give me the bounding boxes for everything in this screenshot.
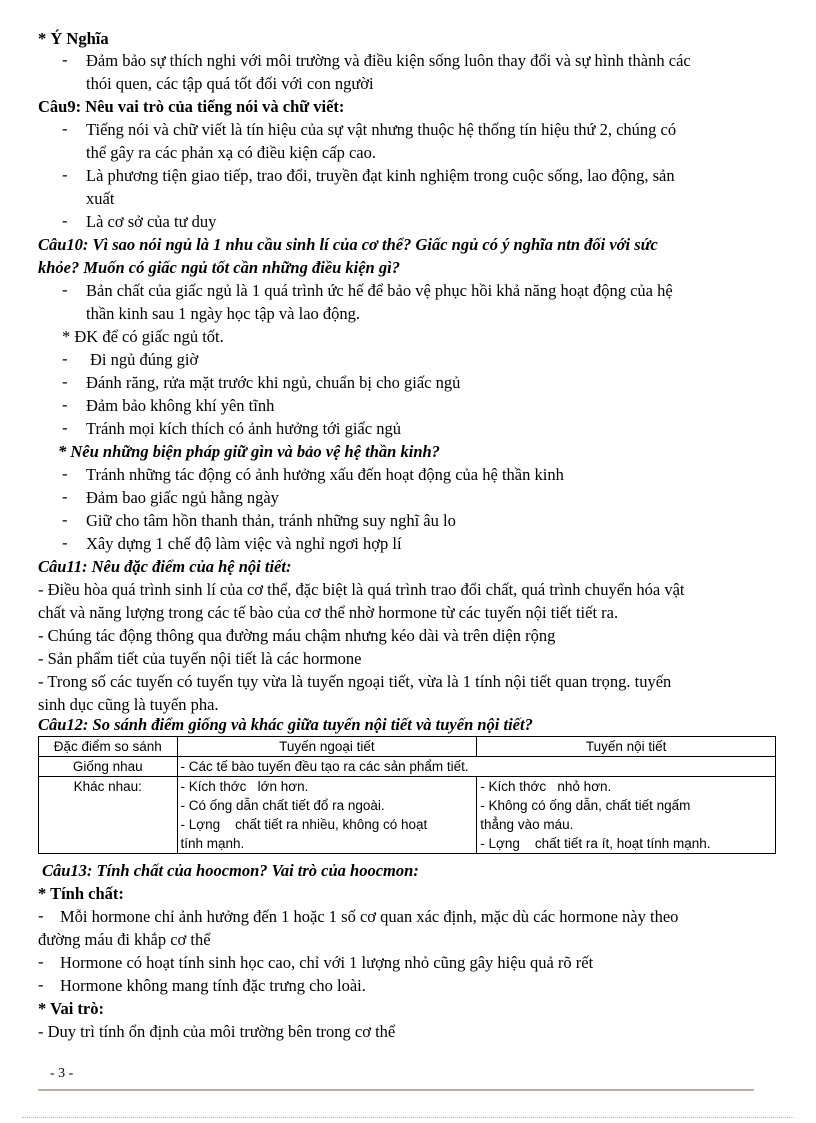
table-header-cell: Tuyến nội tiết	[477, 737, 776, 757]
dk-item-3: Đảm bảo không khí yên tĩnh	[86, 396, 275, 415]
bp-item-2: Đảm bao giấc ngủ hằng ngày	[86, 488, 279, 507]
footer-divider	[38, 1089, 754, 1091]
bullet-dash: -	[62, 119, 68, 138]
table-row	[39, 757, 776, 777]
cell-line: tính mạnh.	[180, 836, 245, 851]
cell-line: - Kích thớc lớn hơn.	[180, 779, 309, 794]
tinh-chat-item-2: Hormone có hoạt tính sinh học cao, chỉ với 1 lượng nhỏ cũng gây hiệu quả rõ rết	[60, 953, 594, 972]
table-header-cell: Đặc điểm so sánh	[39, 737, 178, 757]
cau11-line-2: chất và năng lượng trong các tế bào của cơ thể nhờ hormone từ các tuyến nội tiết tiết ra.	[38, 603, 619, 622]
bp-heading: * Nêu những biện pháp giữ gìn và bảo vệ hệ thần kinh?	[58, 442, 440, 461]
cau11-line-4: - Sản phẩm tiết của tuyến nội tiết là các hormone	[38, 649, 362, 668]
vai-tro-heading: * Vai trò:	[38, 999, 104, 1018]
cau11-line-5: - Trong số các tuyến có tuyến tụy vừa là tuyến ngoại tiết, vừa là 1 tính nội tiết quan trọng. tuyến	[38, 672, 672, 691]
bullet-dash: -	[62, 418, 68, 437]
cau10-item-1-line-1: Bản chất của giấc ngủ là 1 quá trình ức hế để bảo vệ phục hồi khả năng hoạt động của hệ	[86, 281, 673, 300]
dk-item-1: Đi ngủ đúng giờ	[90, 350, 199, 369]
bullet-dash: -	[62, 395, 68, 414]
heading-cau10-line-2: khỏe? Muốn có giấc ngủ tốt cần những điều kiện gì?	[38, 258, 400, 277]
vai-tro-line: - Duy trì tính ổn định của môi trường bên trong cơ thể	[38, 1022, 396, 1041]
table-row	[39, 777, 776, 854]
heading-cau13: Câu13: Tính chất của hoocmon? Vai trò của hoocmon:	[42, 861, 419, 880]
page-bottom-border	[22, 1117, 794, 1118]
comparison-table	[38, 736, 776, 854]
tinh-chat-item-3: Hormone không mang tính đặc trưng cho loài.	[60, 976, 366, 995]
cau9-item-2-line-2: xuất	[86, 189, 115, 208]
heading-cau12: Câu12: So sánh điểm giống và khác giữa tuyến nội tiết và tuyến nội tiết?	[38, 715, 533, 734]
cell-ngoai-tiet	[177, 777, 477, 854]
heading-cau10-line-1: Câu10: Vì sao nói ngủ là 1 nhu cầu sinh lí của cơ thể? Giấc ngủ có ý nghĩa ntn đối với sức	[38, 235, 658, 254]
bullet-dash: -	[38, 975, 44, 994]
cell-line: - Không có ống dẫn, chất tiết ngấm	[480, 798, 691, 813]
bullet-dash: -	[62, 464, 68, 483]
cau11-line-3: - Chúng tác động thông qua đường máu chậm nhưng kéo dài và trên diện rộng	[38, 626, 556, 645]
bullet-dash: -	[62, 280, 68, 299]
cau11-line-1: - Điều hòa quá trình sinh lí của cơ thể, đặc biệt là quá trình trao đổi chất, quá trình chuyển hóa vật	[38, 580, 685, 599]
heading-y-nghia: * Ý Nghĩa	[38, 29, 109, 48]
cell-line: - Kích thớc nhỏ hơn.	[480, 779, 612, 794]
dk-heading: * ĐK để có giấc ngủ tốt.	[62, 327, 224, 346]
tinh-chat-item-1-line-2: đường máu đi khắp cơ thể	[38, 930, 211, 949]
bp-item-1: Tránh những tác động có ảnh hưởng xấu đến hoạt động của hệ thần kinh	[86, 465, 564, 484]
table-header-row	[39, 737, 776, 757]
row-value-giong-nhau: - Các tế bào tuyến đều tạo ra các sản phẩm tiết.	[177, 757, 775, 777]
tinh-chat-heading: * Tính chất:	[38, 884, 124, 903]
cau9-item-2-line-1: Là phương tiện giao tiếp, trao đổi, truyền đạt kinh nghiệm trong cuộc sống, lao động, sản	[86, 166, 675, 185]
bullet-dash: -	[38, 952, 44, 971]
cau11-line-6: sinh dục cũng là tuyến pha.	[38, 695, 219, 714]
bullet-dash: -	[38, 906, 44, 925]
cau10-item-1-line-2: thần kinh sau 1 ngày học tập và lao động.	[86, 304, 361, 323]
bullet-dash: -	[62, 533, 68, 552]
bullet-dash: -	[62, 211, 68, 230]
dk-item-4: Tránh mọi kích thích có ảnh hưởng tới giấc ngủ	[86, 419, 401, 438]
y-nghia-item-1-line-2: thói quen, các tập quá tốt đối với con người	[86, 74, 374, 93]
tinh-chat-item-1-line-1: Mỗi hormone chỉ ảnh hưởng đến 1 hoặc 1 số cơ quan xác định, mặc dù các hormone này theo	[60, 907, 679, 926]
bp-item-3: Giữ cho tâm hồn thanh thản, tránh những suy nghĩ âu lo	[86, 511, 456, 530]
bullet-dash: -	[62, 372, 68, 391]
bullet-dash: -	[62, 165, 68, 184]
heading-cau9: Câu9: Nêu vai trò của tiếng nói và chữ viết:	[38, 97, 345, 116]
bp-item-4: Xây dựng 1 chế độ làm việc và nghỉ ngơi hợp lí	[86, 534, 402, 553]
bullet-dash: -	[62, 349, 68, 368]
bullet-dash: -	[62, 50, 68, 69]
cell-line: thẳng vào máu.	[480, 817, 574, 832]
page-number: - 3 -	[50, 1066, 74, 1081]
cell-noi-tiet	[477, 777, 776, 854]
bullet-dash: -	[62, 510, 68, 529]
cau9-item-3: Là cơ sở của tư duy	[86, 212, 217, 231]
cau9-item-1-line-2: thể gây ra các phản xạ có điều kiện cấp cao.	[86, 143, 376, 162]
cell-line: - Có ống dẫn chất tiết đổ ra ngoài.	[180, 798, 385, 813]
cau9-item-1-line-1: Tiếng nói và chữ viết là tín hiệu của sự vật nhưng thuộc hệ thống tín hiệu thứ 2, chúng có	[86, 120, 677, 139]
table-header-cell: Tuyến ngoại tiết	[177, 737, 477, 757]
row-label-khac-nhau: Khác nhau:	[39, 777, 178, 854]
cell-line: - Lợng chất tiết ra nhiều, không có hoạt	[180, 817, 428, 832]
heading-cau11: Câu11: Nêu đặc điểm của hệ nội tiết:	[38, 557, 292, 576]
row-label-giong-nhau: Giống nhau	[39, 757, 178, 777]
dk-item-2: Đánh răng, rửa mặt trước khi ngủ, chuẩn bị cho giấc ngủ	[86, 373, 461, 392]
bullet-dash: -	[62, 487, 68, 506]
cell-line: - Lợng chất tiết ra ít, hoạt tính mạnh.	[480, 836, 711, 851]
y-nghia-item-1-line-1: Đảm bảo sự thích nghi với môi trường và điều kiện sống luôn thay đổi và sự hình thành các	[86, 51, 691, 70]
